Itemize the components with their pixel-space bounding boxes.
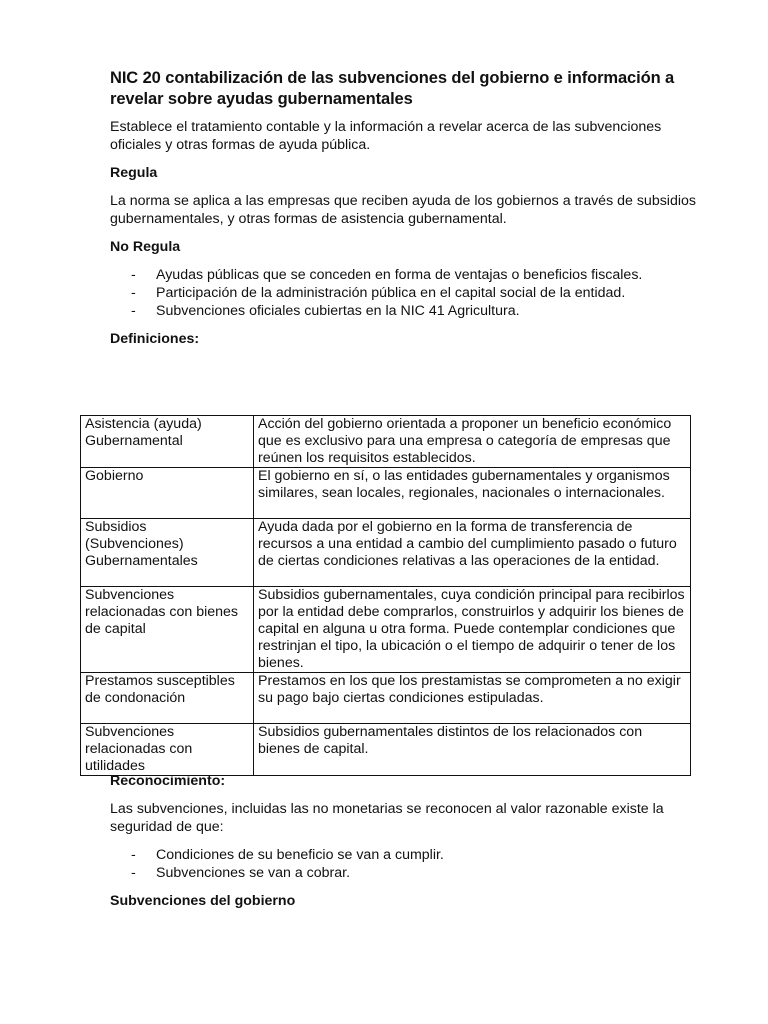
table-cell-definition: Prestamos en los que los prestamistas se comprometen a no exigir su pago bajo ciertas condiciones estipuladas.: [254, 673, 691, 724]
dash-bullet: -: [131, 865, 136, 881]
recognition-section: [110, 772, 700, 920]
list-item-text: Condiciones de su beneficio se van a cumplir.: [156, 847, 444, 863]
definitions-table: [80, 415, 691, 776]
table-cell-definition: Ayuda dada por el gobierno en la forma de transferencia de recursos a una entidad a cambio del cumplimiento pasado o futuro de ciertas condiciones relativas a las operaciones de la entidad.: [254, 519, 691, 587]
table-row: [81, 724, 691, 776]
table-cell-definition: El gobierno en sí, o las entidades gubernamentales y organismos similares, sean locales, regionales, nacionales o internacionales.: [254, 468, 691, 519]
table-cell-term: Gobierno: [81, 468, 254, 519]
no-regula-list: [110, 266, 700, 320]
table-cell-definition: Subsidios gubernamentales, cuya condición principal para recibirlos por la entidad debe comprarlos, construirlos y adquirir los bienes de capital en alguna u otra forma. Puede contemplar condiciones que restrinjan el tipo, la ubicación o el tiempo de adquirir o tener de los bienes.: [254, 587, 691, 673]
list-item-text: Subvenciones se van a cobrar.: [156, 865, 351, 881]
table-cell-definition: Subsidios gubernamentales distintos de los relacionados con bienes de capital.: [254, 724, 691, 776]
document-page: [110, 68, 700, 358]
list-item: [110, 302, 700, 320]
table-cell-term: Subvenciones relacionadas con utilidades: [81, 724, 254, 776]
no-regula-heading: No Regula: [110, 239, 181, 255]
table-cell-term: Prestamos susceptibles de condonación: [81, 673, 254, 724]
subvenciones-heading: Subvenciones del gobierno: [110, 893, 296, 909]
table-row: [81, 519, 691, 587]
list-item-text: Ayudas públicas que se conceden en forma de ventajas o beneficios fiscales.: [156, 267, 643, 283]
reconocimiento-paragraph: Las subvenciones, incluidas las no monetarias se reconocen al valor razonable existe la seguridad de que:: [110, 801, 664, 835]
list-item: [110, 846, 700, 864]
table-row: [81, 416, 691, 468]
list-item-text: Subvenciones oficiales cubiertas en la NIC 41 Agricultura.: [156, 303, 520, 319]
definiciones-heading: Definiciones:: [110, 331, 200, 347]
table-cell-term: Asistencia (ayuda) Gubernamental: [81, 416, 254, 468]
dash-bullet: -: [131, 303, 136, 319]
reconocimiento-list: [110, 846, 700, 882]
reconocimiento-heading: Reconocimiento:: [110, 773, 226, 789]
dash-bullet: -: [131, 285, 136, 301]
regula-paragraph: La norma se aplica a las empresas que reciben ayuda de los gobiernos a través de subsidios gubernamentales, y otras formas de asistencia gubernamental.: [110, 193, 696, 227]
intro-paragraph: Establece el tratamiento contable y la información a revelar acerca de las subvenciones oficiales y otras formas de ayuda pública.: [110, 119, 662, 153]
dash-bullet: -: [131, 267, 136, 283]
list-item: [110, 266, 700, 284]
list-item: [110, 864, 700, 882]
list-item: [110, 284, 700, 302]
dash-bullet: -: [131, 847, 136, 863]
regula-heading: Regula: [110, 165, 158, 181]
table-row: [81, 468, 691, 519]
table-cell-term: Subsidios (Subvenciones) Gubernamentales: [81, 519, 254, 587]
table-row: [81, 673, 691, 724]
table-row: [81, 587, 691, 673]
table-cell-term: Subvenciones relacionadas con bienes de capital: [81, 587, 254, 673]
list-item-text: Participación de la administración pública en el capital social de la entidad.: [156, 285, 626, 301]
table-cell-definition: Acción del gobierno orientada a proponer un beneficio económico que es exclusivo para una empresa o categoría de empresas que reúnen los requisitos establecidos.: [254, 416, 691, 468]
document-title: NIC 20 contabilización de las subvenciones del gobierno e información a revelar sobre ayudas gubernamentales: [110, 69, 675, 108]
